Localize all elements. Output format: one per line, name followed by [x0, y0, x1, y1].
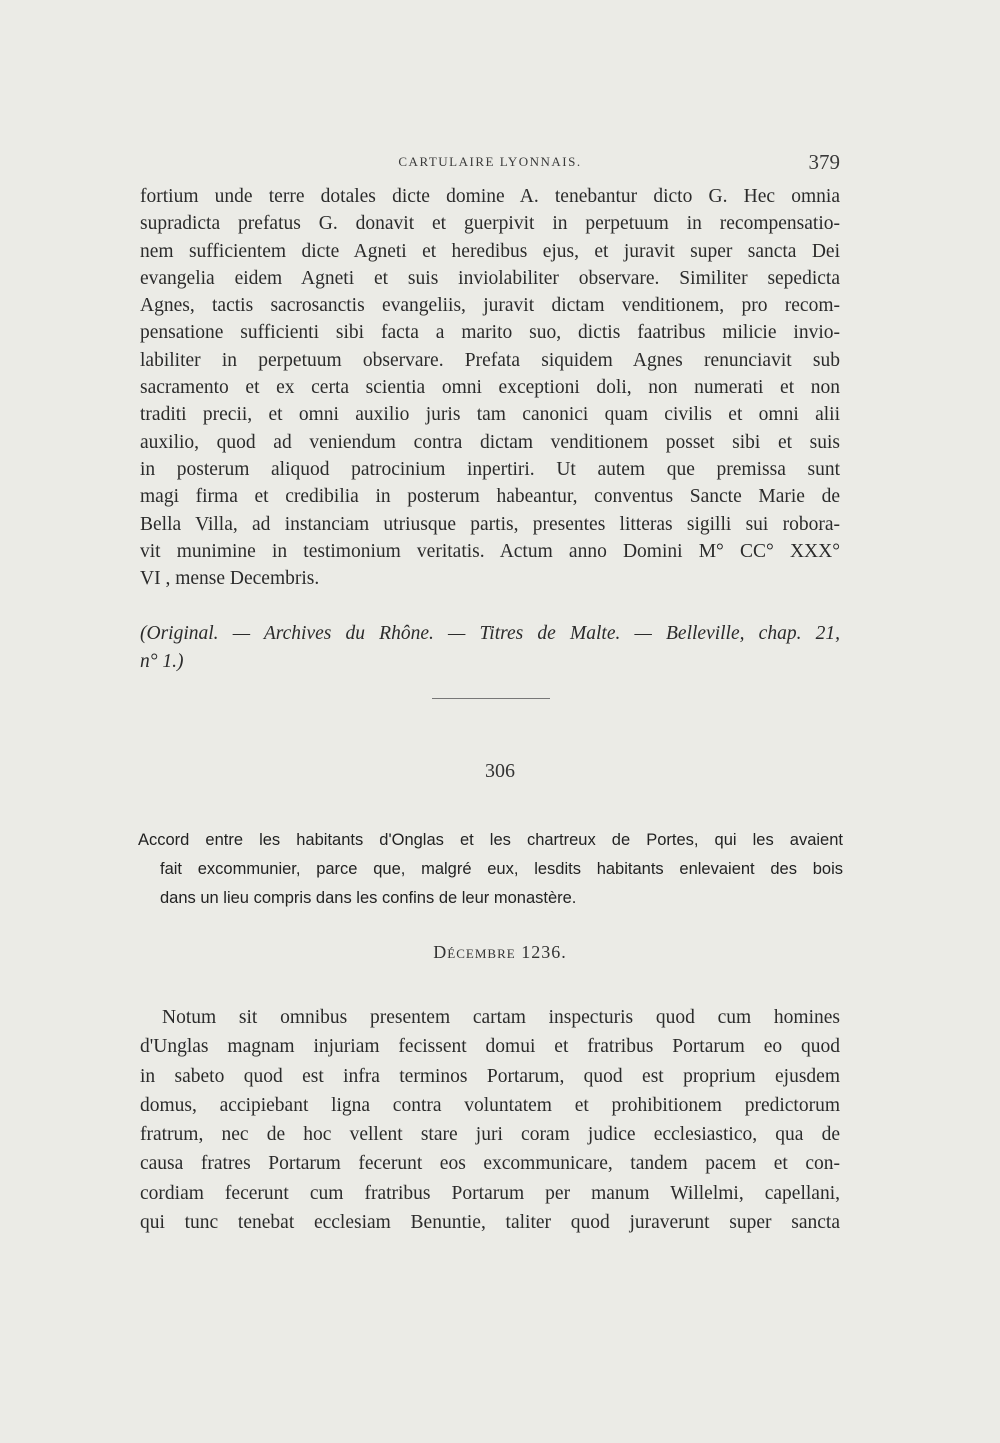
- text-line: nem sufficientem dicte Agneti et heredibus ejus, et juravit super sancta Dei: [140, 240, 840, 262]
- text-line: fratrum, nec de hoc vellent stare juri coram judice ecclesiastico, qua de: [140, 1124, 840, 1146]
- text-line: traditi precii, et omni auxilio juris tam canonici quam civilis et omni alii: [140, 404, 840, 426]
- text-line: qui tunc tenebat ecclesiam Benuntie, taliter quod juraverunt super sancta: [140, 1212, 840, 1234]
- summary-line: fait excommunier, parce que, malgré eux, lesdits habitants enlevaient des bois: [160, 860, 843, 878]
- summary-line: Accord entre les habitants d'Onglas et les chartreux de Portes, qui les avaient: [138, 831, 843, 849]
- running-head: [140, 150, 840, 180]
- text-line: labiliter in perpetuum observare. Prefata siquidem Agnes renunciavit sub: [140, 349, 840, 371]
- text-line: vit munimine in testimonium veritatis. Actum anno Domini M° CC° XXX°: [140, 540, 840, 562]
- charter-text: [140, 1003, 840, 1237]
- text-line: evangelia eidem Agneti et suis inviolabiliter observare. Similiter sepedicta: [140, 267, 840, 289]
- text-line: domus, accipiebant ligna contra voluntatem et prohibitionem predictorum: [140, 1094, 840, 1116]
- text-line: Notum sit omnibus presentem cartam inspecturis quod cum homines: [162, 1007, 840, 1028]
- document-number: 306: [485, 760, 515, 782]
- source-note-line: (Original. — Archives du Rhône. — Titres de Malte. — Belleville, chap. 21,: [140, 623, 840, 644]
- summary-line: dans un lieu compris dans les confins de leur monastère.: [160, 889, 577, 907]
- section-separator: [432, 698, 550, 699]
- text-line: pensatione sufficienti sibi facta a marito suo, dictis faatribus milicie invio-: [140, 322, 840, 344]
- source-note-line: n° 1.): [140, 651, 184, 672]
- document-summary: [138, 826, 843, 913]
- text-line: supradicta prefatus G. donavit et guerpivit in perpetuum in recompensatio-: [140, 213, 840, 235]
- text-line: cordiam fecerunt cum fratribus Portarum per manum Willelmi, capellani,: [140, 1182, 840, 1204]
- page-number: 379: [808, 150, 840, 174]
- source-note: [140, 620, 840, 676]
- text-line: Agnes, tactis sacrosanctis evangeliis, juravit dictam venditionem, pro recom-: [140, 295, 840, 317]
- running-title: CARTULAIRE LYONNAIS.: [398, 154, 582, 169]
- text-line: d'Unglas magnam injuriam fecissent domui et fratribus Portarum eo quod: [140, 1036, 840, 1058]
- text-line: sacramento et ex certa scientia omni exceptioni doli, non numerati et non: [140, 377, 840, 399]
- text-line: Bella Villa, ad instanciam utriusque partis, presentes litteras sigilli sui robora-: [140, 513, 840, 535]
- document-date: Décembre 1236.: [433, 942, 567, 962]
- text-line: VI , mense Decembris.: [140, 568, 320, 590]
- text-line: magi firma et credibilia in posterum habeantur, conventus Sancte Marie de: [140, 486, 840, 508]
- text-line: in posterum aliquod patrocinium inpertiri. Ut autem que premissa sunt: [140, 458, 840, 480]
- charter-text-continued: [140, 183, 840, 592]
- text-line: causa fratres Portarum fecerunt eos excommunicare, tandem pacem et con-: [140, 1153, 840, 1175]
- text-line: in sabeto quod est infra terminos Portarum, quod est proprium ejusdem: [140, 1065, 840, 1087]
- text-line: fortium unde terre dotales dicte domine A. tenebantur dicto G. Hec omnia: [140, 186, 840, 207]
- text-line: auxilio, quod ad veniendum contra dictam venditionem posset sibi et suis: [140, 431, 840, 453]
